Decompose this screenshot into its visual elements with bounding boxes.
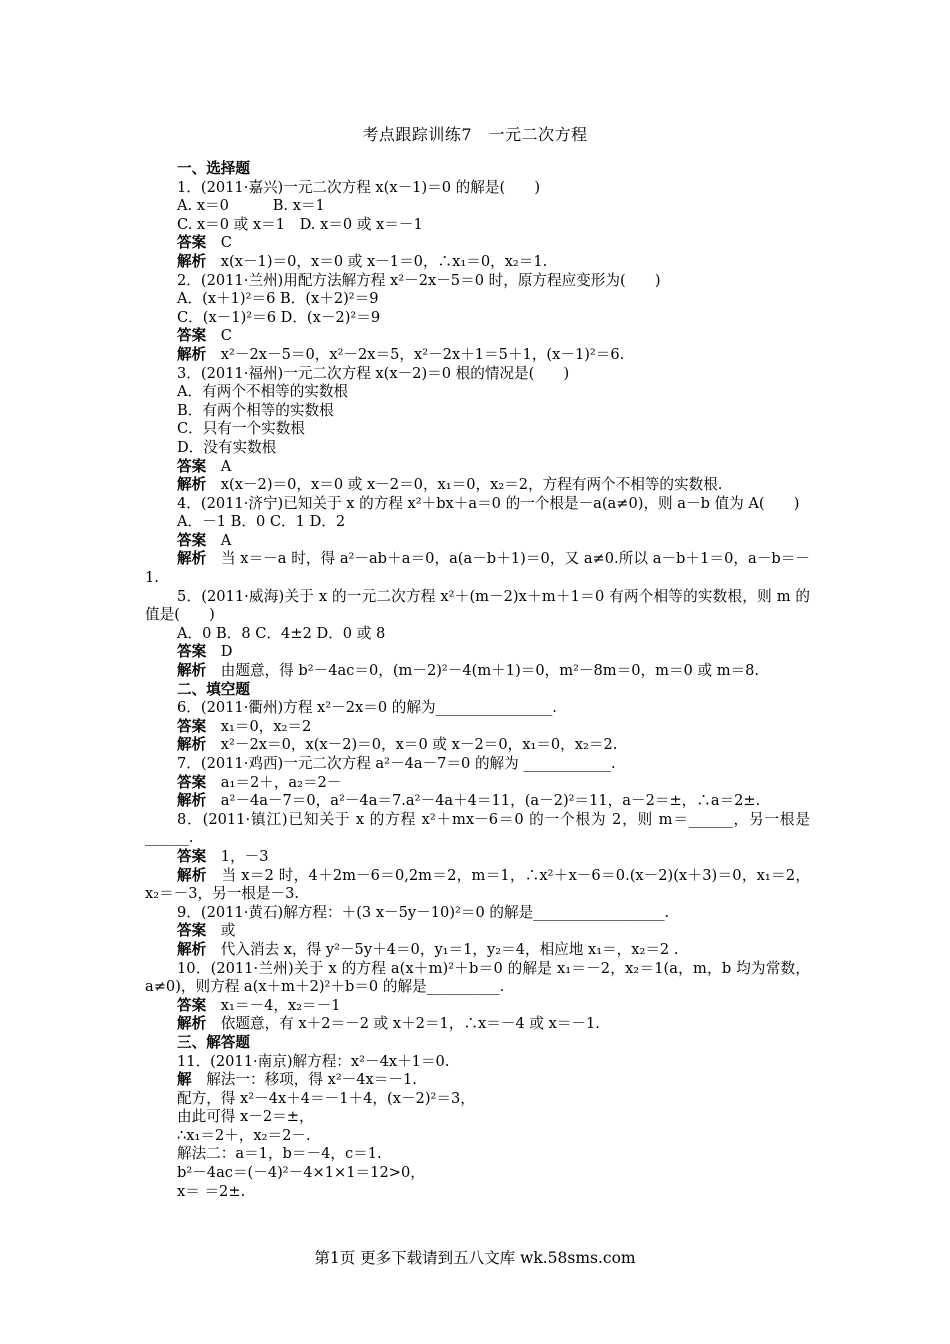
line-text: x(x－1)＝0，x＝0 或 x－1＝0，∴x₁＝0，x₂＝1. [206, 252, 548, 270]
line-text: B．有两个相等的实数根 [177, 401, 334, 419]
line-text: C [206, 327, 232, 345]
line-text: C. x＝0 或 x＝1 D. x＝0 或 x＝－1 [177, 215, 423, 233]
text-line [145, 1053, 810, 1072]
line-text: 3．(2011·福州)一元二次方程 x(x－2)＝0 根的情况是( ) [177, 364, 570, 382]
line-label: 解析 [177, 866, 207, 884]
text-line [145, 179, 810, 198]
line-text: A．0 B．8 C．4±2 D．0 或 8 [177, 624, 386, 642]
line-text: 1，－3 [206, 847, 269, 865]
text-line [145, 532, 810, 551]
text-line [145, 327, 810, 346]
text-line [145, 643, 810, 662]
line-text: 10．(2011·兰州)关于 x 的方程 a(x＋m)²＋b＝0 的解是 x₁＝－2，x₂＝1(a，m，b 均为常数，a≠0)，则方程 a(x＋m＋2)²＋b＝0 的解是__________. [145, 959, 810, 996]
text-line [145, 792, 810, 811]
line-text: 当 x＝2 时，4＋2m－6＝0,2m＝2，m＝1，∴x²＋x－6＝0.(x－2)(x＋3)＝0，x₁＝2，x₂＝－3，另一根是－3. [145, 866, 810, 903]
line-label: 答案 [177, 847, 207, 865]
line-text: D．没有实数根 [177, 438, 277, 456]
line-label: 答案 [177, 643, 207, 661]
line-text: x₁＝－4，x₂＝－1 [206, 996, 341, 1014]
line-text: ∴x₁＝2＋，x₂＝2－. [177, 1126, 311, 1144]
line-text: x＝ ＝2±. [177, 1182, 246, 1200]
text-line [145, 290, 810, 309]
text-line [145, 234, 810, 253]
section-heading [145, 160, 810, 179]
text-line [145, 253, 810, 272]
text-line [145, 774, 810, 793]
text-line [145, 1071, 810, 1090]
text-line [145, 346, 810, 365]
text-line [145, 718, 810, 737]
line-text: 解法一：移项，得 x²－4x＝－1. [191, 1071, 417, 1089]
line-text: 或 [206, 922, 236, 940]
line-label: 答案 [177, 773, 207, 791]
line-label: 解析 [177, 736, 207, 754]
text-line [145, 625, 810, 644]
section-heading [145, 681, 810, 700]
line-text: 1．(2011·嘉兴)一元二次方程 x(x－1)＝0 的解是( ) [177, 178, 541, 196]
line-text: b²－4ac＝(－4)²－4×1×1＝12>0， [177, 1164, 425, 1182]
text-line [145, 1145, 810, 1164]
document-body [145, 160, 810, 1201]
line-text: A．－1 B．0 C．1 D．2 [177, 513, 346, 531]
line-text: x²－2x＝0，x(x－2)＝0，x＝0 或 x－2＝0，x₁＝0，x₂＝2. [206, 736, 618, 754]
text-line [145, 848, 810, 867]
line-text: C．(x－1)²＝6 D．(x－2)²＝9 [177, 308, 381, 326]
line-label: 答案 [177, 922, 207, 940]
line-label: 答案 [177, 531, 207, 549]
line-label: 解析 [177, 252, 207, 270]
text-line [145, 588, 810, 625]
line-text: A [206, 531, 232, 549]
line-label: 解 [177, 1071, 192, 1089]
line-text: 5．(2011·威海)关于 x 的一元二次方程 x²＋(m－2)x＋m＋1＝0 有两个相等的实数根，则 m 的值是( ) [145, 587, 810, 624]
line-text: 9．(2011·黄石)解方程：＋(3 x－5y－10)²＝0 的解是__________________. [177, 903, 670, 921]
line-text: x(x－2)＝0，x＝0 或 x－2＝0，x₁＝0，x₂＝2，方程有两个不相等的实数根. [206, 476, 723, 494]
line-text: 三、解答题 [177, 1033, 250, 1051]
text-line [145, 476, 810, 495]
line-label: 答案 [177, 717, 207, 735]
line-text: 一、选择题 [177, 160, 250, 177]
line-text: 2．(2011·兰州)用配方法解方程 x²－2x－5＝0 时，原方程应变形为( ) [177, 271, 661, 289]
text-line [145, 1090, 810, 1109]
line-text: x₁＝0，x₂＝2 [206, 717, 312, 735]
line-text: 由此可得 x－2＝±， [177, 1108, 314, 1126]
line-text: 依题意，有 x＋2＝－2 或 x＋2＝1，∴x＝－4 或 x＝－1. [206, 1015, 600, 1033]
text-line [145, 383, 810, 402]
line-text: 配方，得 x²－4x＋4＝－1＋4，(x－2)²＝3， [177, 1089, 475, 1107]
line-label: 解析 [177, 550, 207, 568]
line-text: x²－2x－5＝0，x²－2x＝5，x²－2x＋1＝5＋1，(x－1)²＝6. [206, 345, 625, 363]
line-label: 解析 [177, 792, 207, 810]
line-text: A [206, 457, 232, 475]
line-text: 代入消去 x，得 y²－5y＋4＝0，y₁＝1，y₂＝4，相应地 x₁＝，x₂＝2 . [206, 940, 679, 958]
text-line [145, 216, 810, 235]
text-line [145, 1108, 810, 1127]
text-line [145, 662, 810, 681]
line-label: 解析 [177, 476, 207, 494]
section-heading [145, 1034, 810, 1053]
text-line [145, 1015, 810, 1034]
line-label: 解析 [177, 662, 207, 680]
line-label: 答案 [177, 234, 207, 252]
text-line [145, 699, 810, 718]
text-line [145, 309, 810, 328]
line-label: 答案 [177, 996, 207, 1014]
line-text: 二、填空题 [177, 680, 250, 698]
text-line [145, 904, 810, 923]
text-line [145, 197, 810, 216]
text-line [145, 811, 810, 848]
line-text: 当 x＝－a 时，得 a²－ab＋a＝0，a(a－b＋1)＝0，又 a≠0.所以 a－b＋1＝0，a－b＝－1. [145, 550, 810, 587]
text-line [145, 1183, 810, 1202]
text-line [145, 458, 810, 477]
text-line [145, 997, 810, 1016]
text-line [145, 1164, 810, 1183]
line-text: 4．(2011·济宁)已知关于 x 的方程 x²＋bx＋a＝0 的一个根是－a(a≠0)，则 a－b 值为 A( ) [177, 494, 800, 512]
line-text: A．有两个不相等的实数根 [177, 383, 349, 401]
text-line [145, 960, 810, 997]
line-label: 答案 [177, 457, 207, 475]
line-text: 11．(2011·南京)解方程：x²－4x＋1＝0. [177, 1052, 450, 1070]
line-label: 解析 [177, 940, 207, 958]
text-line [145, 1127, 810, 1146]
line-text: D [206, 643, 233, 661]
line-text: 解法二：a＝1，b＝－4，c＝1. [177, 1145, 382, 1163]
text-line [145, 550, 810, 587]
text-line [145, 867, 810, 904]
line-text: C [206, 234, 232, 252]
line-text: C．只有一个实数根 [177, 420, 305, 438]
text-line [145, 513, 810, 532]
line-text: A. x＝0 B. x＝1 [177, 197, 325, 215]
text-line [145, 420, 810, 439]
text-line [145, 439, 810, 458]
text-line [145, 736, 810, 755]
line-text: 6．(2011·衢州)方程 x²－2x＝0 的解为________________. [177, 699, 557, 717]
line-text: 7．(2011·鸡西)一元二次方程 a²－4a－7＝0 的解为 ____________. [177, 755, 616, 772]
line-text: 由题意，得 b²－4ac＝0，(m－2)²－4(m＋1)＝0，m²－8m＝0，m＝0 或 m＝8. [206, 662, 760, 680]
text-line [145, 922, 810, 941]
line-label: 答案 [177, 327, 207, 345]
text-line [145, 365, 810, 384]
line-label: 解析 [177, 1015, 207, 1033]
page-footer: 第1页 更多下载请到五八文库 wk.58sms.com [314, 1249, 636, 1267]
text-line [145, 755, 810, 774]
line-text: A．(x＋1)²＝6 B．(x＋2)²＝9 [177, 290, 379, 308]
line-text: a²－4a－7＝0，a²－4a＝7.a²－4a＋4＝11，(a－2)²＝11，a－2＝±，∴a＝2±. [206, 792, 761, 810]
text-line [145, 272, 810, 291]
text-line [145, 402, 810, 421]
page-title: 考点跟踪训练7 一元二次方程 [362, 125, 588, 144]
line-text: a₁＝2＋，a₂＝2－ [206, 773, 342, 791]
text-line [145, 495, 810, 514]
line-text: 8．(2011·镇江)已知关于 x 的方程 x²＋mx－6＝0 的一个根为 2，则 m＝______，另一根是______. [145, 810, 810, 847]
text-line [145, 941, 810, 960]
line-label: 解析 [177, 345, 207, 363]
